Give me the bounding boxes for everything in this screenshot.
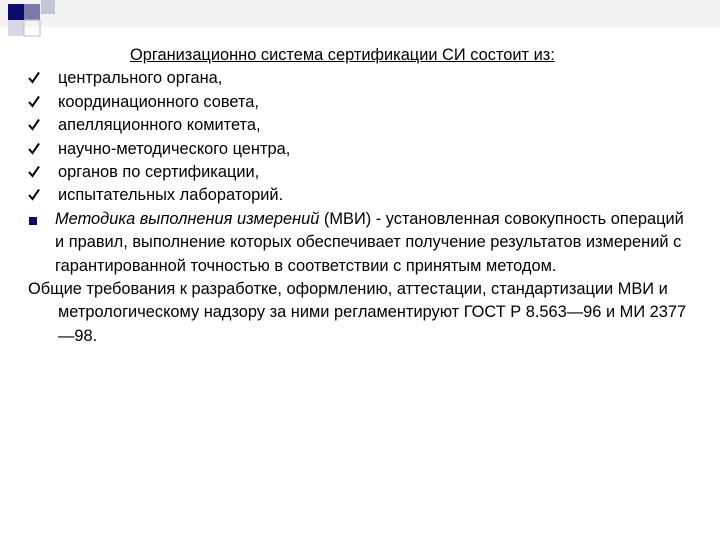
corner-square-small — [41, 0, 55, 14]
list-item — [28, 161, 700, 184]
list-item — [28, 67, 700, 90]
definition-body: (МВИ) - установленная совокупность операций и правил, выполнение которых обеспечивает получение результатов измерений с гарантированной точностью в соответствии с принятым методом. — [55, 209, 684, 275]
list-item-label: апелляционного комитета, — [58, 116, 261, 135]
check-icon — [28, 184, 50, 207]
check-icon — [28, 114, 50, 137]
slide-heading: Организационно система сертификации СИ состоит из: — [130, 46, 555, 64]
corner-square-mid — [24, 4, 40, 20]
list-item — [28, 114, 700, 137]
slide-decoration — [0, 0, 720, 48]
corner-square-light — [8, 20, 24, 36]
requirements-paragraph: Общие требования к разработке, оформлению, аттестации, стандартизации МВИ и метрологическому надзору за ними регламентируют ГОСТ Р 8.563—96 и МИ 2377—98. — [28, 280, 687, 345]
definition-term: Методика выполнения измерений — [55, 209, 320, 228]
square-bullet-icon — [29, 217, 37, 225]
list-item — [28, 138, 700, 161]
check-icon — [28, 67, 50, 90]
list-item-label: научно-методического центра, — [58, 139, 291, 158]
slide-body — [28, 44, 700, 348]
list-item-label: центрального органа, — [58, 69, 223, 88]
check-icon — [28, 91, 50, 114]
header-band — [0, 0, 720, 27]
check-icon — [28, 138, 50, 161]
corner-square-dark — [8, 4, 24, 20]
list-item-label: испытательных лабораторий. — [58, 186, 284, 205]
components-list — [28, 67, 700, 207]
list-item-label: координационного совета, — [58, 92, 259, 111]
list-item — [28, 91, 700, 114]
list-item — [28, 184, 700, 207]
check-icon — [28, 161, 50, 184]
definition-item — [28, 208, 700, 278]
list-item-label: органов по сертификации, — [58, 163, 260, 182]
